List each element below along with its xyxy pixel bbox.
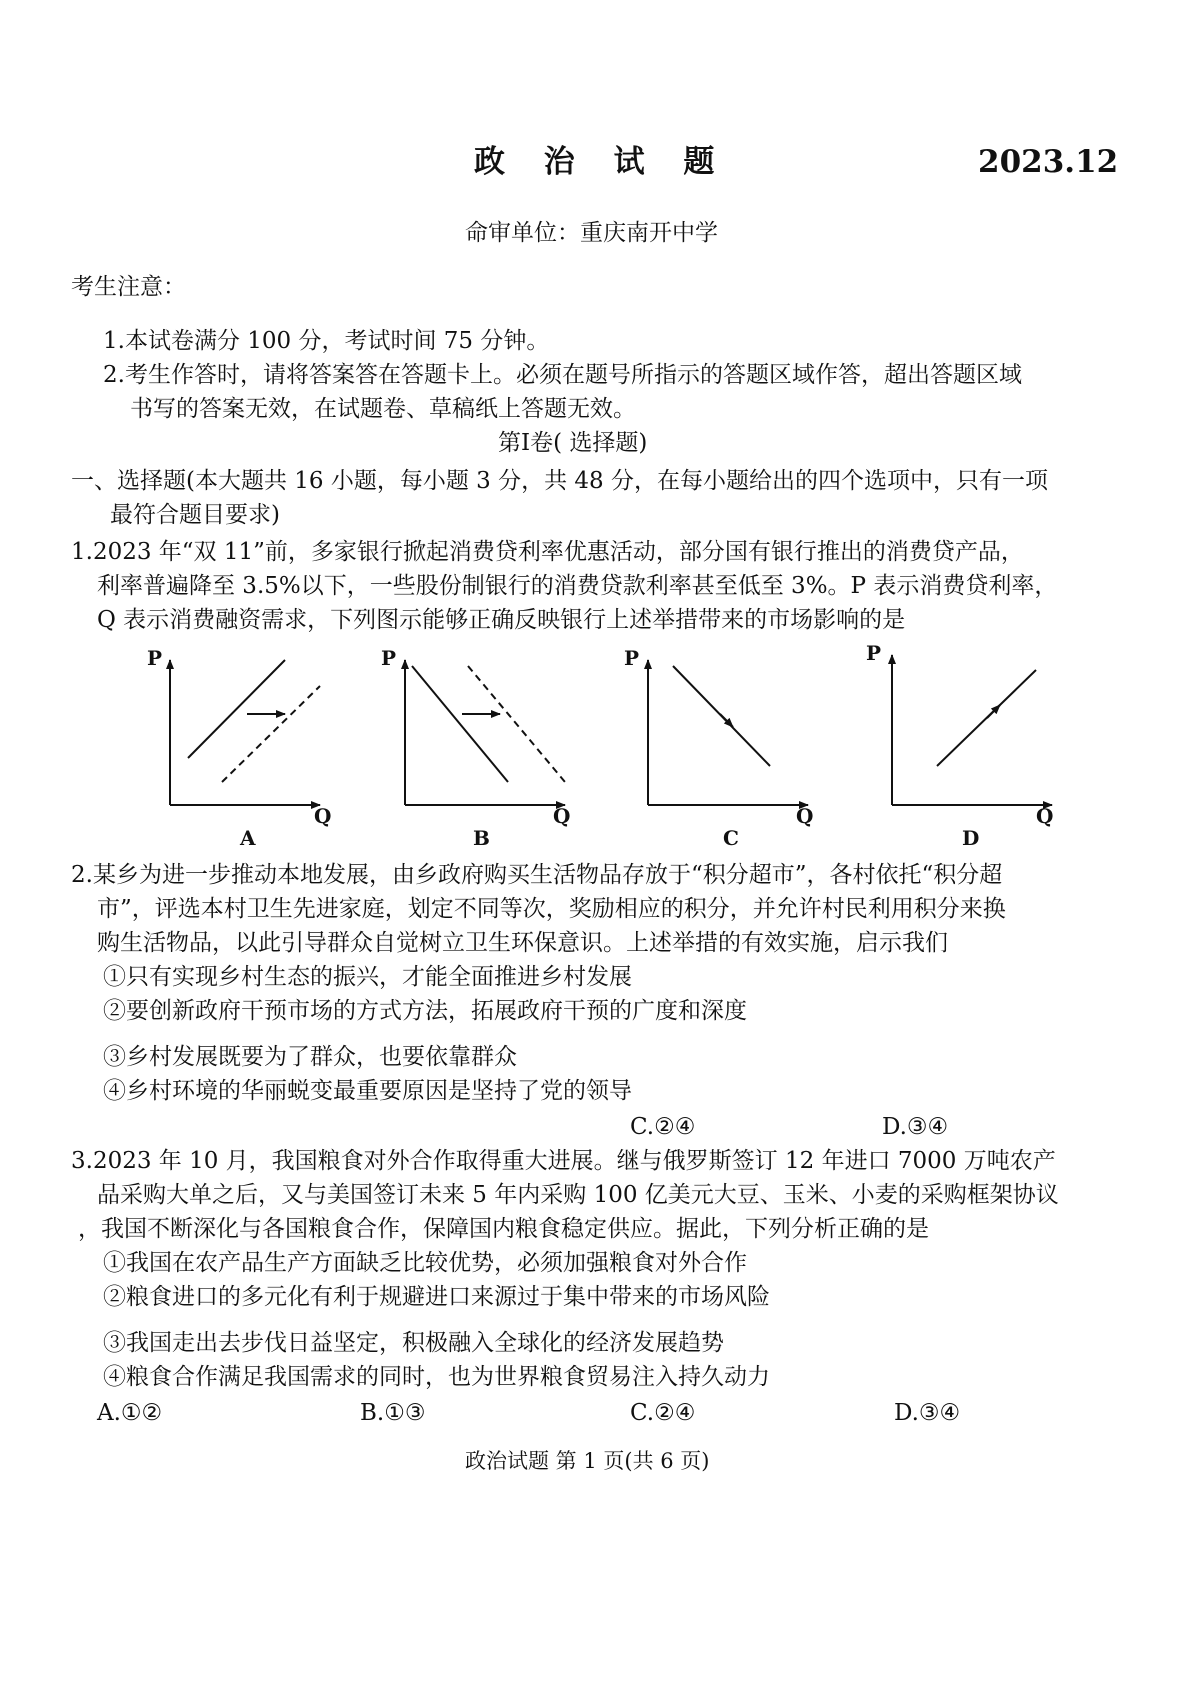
question-3-option-b: B.①③ [360,1400,426,1426]
question-2-statement: ②要创新政府干预市场的方式方法，拓展政府干预的广度和深度 [103,998,747,1024]
exam-date: 2023.12 [978,144,1119,180]
question-2-statement: ③乡村发展既要为了群众，也要依靠群众 [103,1044,517,1070]
question-3-line: 3.2023 年 10 月，我国粮食对外合作取得重大进展。继与俄罗斯签订 12 年进口 7000 万吨农产 [71,1148,1056,1174]
question-3-option-d: D.③④ [894,1400,961,1426]
section-intro-line: 一、选择题(本大题共 16 小题，每小题 3 分，共 48 分，在每小题给出的四个选项中，只有一项 [71,468,1049,494]
setter-unit: 命审单位：重庆南开中学 [465,220,718,246]
question-2-statement: ①只有实现乡村生态的振兴，才能全面推进乡村发展 [103,964,632,990]
demand-curve-shifted [468,666,565,782]
graph-b [381,646,570,850]
question-3-statement: ④粮食合作满足我国需求的同时，也为世界粮食贸易注入持久动力 [103,1364,770,1390]
section-intro-line: 最符合题目要求) [110,502,280,528]
graph-a-y-axis-label: P [147,646,163,670]
demand-curve-shifted [222,686,320,782]
graph-d-x-axis-label: Q [1036,804,1054,828]
graph-d [866,641,1053,850]
movement-arrow [720,714,733,727]
movement-arrow [987,705,1000,718]
question-3-line: ，我国不断深化与各国粮食合作，保障国内粮食稳定供应。据此，下列分析正确的是 [78,1216,929,1242]
question-3-option-a: A.①② [97,1400,163,1426]
question-2-line: 购生活物品，以此引导群众自觉树立卫生环保意识。上述举措的有效实施，启示我们 [97,930,948,956]
question-2-statement: ④乡村环境的华丽蜕变最重要原因是坚持了党的领导 [103,1078,632,1104]
notice-item: 书写的答案无效，在试题卷、草稿纸上答题无效。 [130,396,636,422]
volume-heading: 第Ⅰ卷( 选择题) [498,430,648,456]
graph-a [147,646,331,850]
notice-heading: 考生注意： [71,274,186,300]
question-3-option-c: C.②④ [630,1400,696,1426]
graph-a-label: A [240,826,256,850]
graph-c-x-axis-label: Q [796,804,814,828]
question-2-line: 2.某乡为进一步推动本地发展，由乡政府购买生活物品存放于“积分超市”，各村依托“积分超 [71,862,1003,888]
demand-curve-original [412,666,508,782]
question-2-option-c: C.②④ [630,1114,696,1140]
graph-c-label: C [723,826,739,850]
graph-b-label: B [473,826,490,850]
graph-a-x-axis-label: Q [314,804,332,828]
notice-item: 2.考生作答时，请将答案答在答题卡上。必须在题号所指示的答题区域作答，超出答题区域 [103,362,1022,388]
graph-c-y-axis-label: P [624,646,640,670]
question-1-line: Q 表示消费融资需求，下列图示能够正确反映银行上述举措带来的市场影响的是 [97,607,906,633]
graph-b-y-axis-label: P [381,646,397,670]
graph-c [624,646,813,850]
question-3-line: 品采购大单之后，又与美国签订未来 5 年内采购 100 亿美元大豆、玉米、小麦的采购框架协议 [97,1182,1059,1208]
graph-b-x-axis-label: Q [553,804,571,828]
graph-d-y-axis-label: P [866,641,882,665]
page-title: 政 治 试 题 [474,144,729,180]
question-2-option-d: D.③④ [882,1114,949,1140]
supply-curve [937,670,1036,766]
question-3-statement: ①我国在农产品生产方面缺乏比较优势，必须加强粮食对外合作 [103,1250,747,1276]
question-1-line: 利率普遍降至 3.5%以下，一些股份制银行的消费贷款利率甚至低至 3%。P 表示消费贷利率， [97,573,1058,599]
demand-curve-original [188,660,285,758]
page-footer: 政治试题 第 1 页(共 6 页) [465,1449,710,1473]
question-2-line: 市”，评选本村卫生先进家庭，划定不同等次，奖励相应的积分，并允许村民利用积分来换 [97,896,1006,922]
question-3-statement: ②粮食进口的多元化有利于规避进口来源过于集中带来的市场风险 [103,1284,770,1310]
question-3-statement: ③我国走出去步伐日益坚定，积极融入全球化的经济发展趋势 [103,1330,724,1356]
question-1-line: 1.2023 年“双 11”前，多家银行掀起消费贷利率优惠活动，部分国有银行推出的消费贷产品， [71,539,1024,565]
notice-item: 1.本试卷满分 100 分，考试时间 75 分钟。 [103,328,550,354]
graph-d-label: D [962,826,980,850]
